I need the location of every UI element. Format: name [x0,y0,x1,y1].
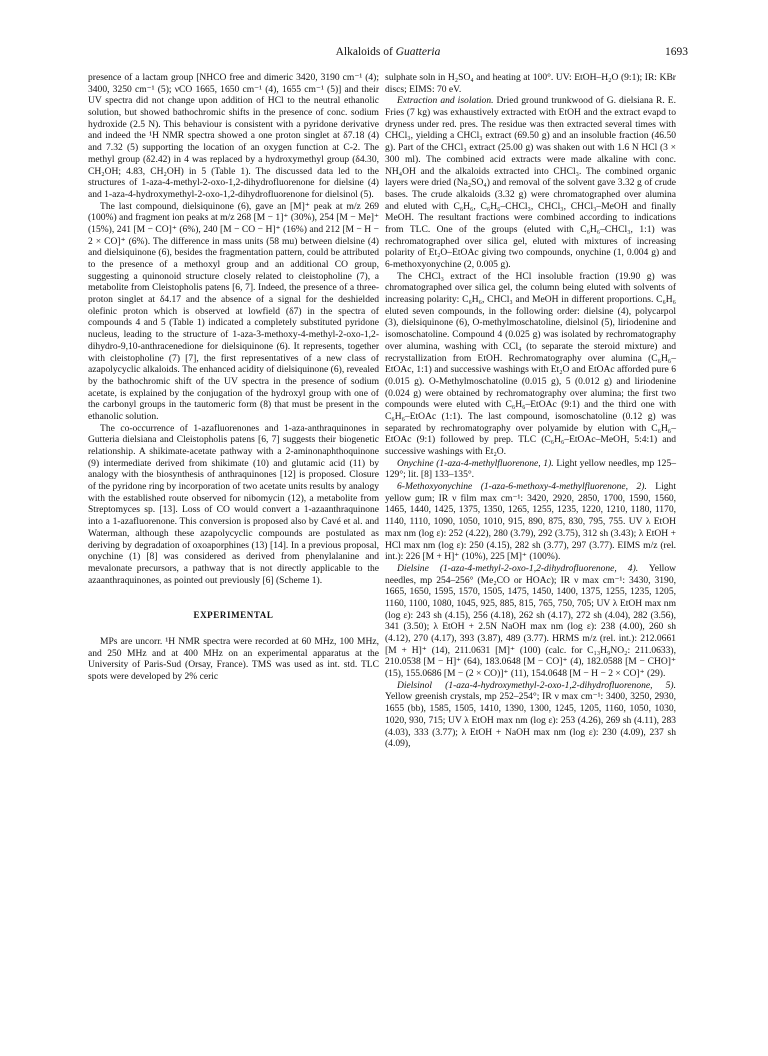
paragraph-dielsinol [385,680,676,750]
running-title-prefix: Alkaloids of [335,46,396,58]
section-heading-experimental: EXPERIMENTAL [193,610,274,621]
paragraph-general-methods: MPs are uncorr. ¹H NMR spectra were recorded at 60 MHz, 100 MHz, and 250 MHz and at 400 MHz on an experimental apparatus at the University of Paris-Sud (Orsay, France). TMS was used as int. std. TLC spots were developed by 2% ceric [88,635,379,682]
paragraph-lactam-spectra: presence of a lactam group [NHCO free and dimeric 3420, 3190 cm⁻¹ (4); 3400, 3250 cm⁻¹ (5); νCO 1665, 1650 cm⁻¹ (4), 1655 cm⁻¹ (5)] and their UV spectra did not change upon addition of HCl to the neutral ethanolic solution, but showed bathochromic shifts in the presence of conc. sodium hydroxide (2.5 N). This behaviour is consistent with a pyridone derivative and indeed the ¹H NMR spectra showed a one proton singlet at δ7.18 (4) and 7.32 (5) supporting the location of an oxygen function at C-2. The methyl group (δ2.42) in 4 was replaced by a hydroxymethyl group (δ4.30, CH₂OH; 4.83, CH₂OH) in 5 (Table 1). The discussed data led to the structures of 1-aza-4-methyl-2-oxo-1,2-dihydrofluorenone for dielsine (4) and 1-aza-4-hydroxymethyl-2-oxo-1,2-dihydrofluorenone for dielsinol (5). [88,72,379,200]
run-in-heading-extraction: Extraction and isolation. [397,95,494,107]
onychine-text: Light yellow needles, mp 125–129°; lit. [8] 133–135°. [385,457,676,481]
paragraph-dielsine [385,563,676,680]
running-title [88,46,688,58]
dielsinol-text: Yellow greenish crystals, mp 252–254°; IR ν max cm⁻¹: 3400, 3250, 2930, 1655 (bb), 1585, 1505, 1410, 1390, 1300, 1245, 1205, 1160, 1050, 1030, 1020, 930, 715; UV λ EtOH max nm (log ε): 253 (4.26), 269 sh (4.11), 283 (4.03), 333 (3.77); λ EtOH + NaOH max nm (log ε): 230 (4.09), 237 sh (4.09), [385,691,676,750]
compound-heading-onychine: Onychine (1-aza-4-methylfluorenone, 1). [397,457,554,469]
extraction-text: Dried ground trunkwood of G. dielsiana R. E. Fries (7 kg) was exhaustively extracted with EtOH and the extract evapd to dryness under red. pres. The residue was then extracted several times with CHCl₃, yielding a CHCl₃ extract (69.50 g) and an insoluble fraction (46.50 g). Part of the CHCl₃ extract (25.00 g) was shaken out with 1.6 N HCl (3 × 300 ml). The combined acid extracts were made alkaline with conc. NH₄OH and the alkaloids extracted into CHCl₃. The combined organic layers were dried (Na₂SO₄) and removal of the solvent gave 3.32 g of crude bases. The crude alkaloids (3.32 g) were chromatographed over alumina and eluted with C₆H₆, C₆H₆–CHCl₃, CHCl₃, CHCl₃–MeOH and finally MeOH. The resultant fractions were combined according to indications from TLC. One of the groups (eluted with C₆H₆–CHCl₃, 1:1) was rechromatographed over silica gel, eluted with mixtures of increasing polarity of Et₂O–EtOAc giving two compounds, onychine (1, 0.004 g) and 6-methoxyonychine (2, 0.005 g). [385,95,676,270]
paragraph-onychine [385,458,676,481]
right-column [385,72,676,750]
paragraph-dielsiquinone: The last compound, dielsiquinone (6), gave an [M]⁺ peak at m/z 269 (100%) and fragment ion peaks at m/z 268 [M − 1]⁺ (30%), 254 [M − Me]⁺ (15%), 241 [M − CO]⁺ (6%), 240 [M − CO − H]⁺ (16%) and 212 [M − H − 2 × CO]⁺ (6%). The difference in mass units (58 mu) between dielsine (4) and dielsiquinone (6), besides the fragmentation pattern, could be attributed to the presence of a methoxyl group and an additional CO group, suggesting a quinonoid structure closely related to cleistopholine (7), a metabolite from Cleistopholis patens [6, 7]. Indeed, the presence of a three-proton singlet at δ4.17 and the absence of a signal for the deshielded olefinic proton which is observed at lowfield (δ7) in the spectra of compounds 4 and 5 (Table 1) indicated a completely substituted pyridone nucleus, leading to the structure of 1-aza-3-methoxy-4-methyl-2-oxo-1,2-dihydro-9,10-anthracenedione for dielsiquinone (6). It represents, together with cleistopholine (7) [7], the first representatives of a new class of azapolycyclic alkaloids. The enhanced acidity of dielsiquinone (6), revealed by the bathochromic shift of the UV spectra in the presence of sodium acetate, is explained by the conjugation of the hydroxyl group with one of the carbonyl groups in the tautomeric form (8) that must be present in the ethanolic solution. [88,200,379,422]
compound-heading-dielsinol: Dielsinol (1-aza-4-hydroxymethyl-2-oxo-1,2-dihydrofluorenone, 5). [397,679,676,691]
left-column [88,72,379,683]
dielsine-text: Yellow needles, mp 254–256° (Me₂CO or HOAc); IR ν max cm⁻¹: 3430, 3190, 1665, 1650, 1595, 1570, 1505, 1475, 1450, 1400, 1375, 1255, 1235, 1205, 1160, 1100, 1080, 1045, 925, 885, 815, 765, 750, 705; UV λ EtOH max nm (log ε): 243 sh (4.15), 256 (4.18), 262 sh (4.17), 272 sh (4.04), 282 (3.56), 341 (3.50); λ EtOH + 2.5N NaOH max nm (log ε): 238 (4.00), 260 sh (4.12), 270 (4.17), 393 (3.87), 489 (3.77). HRMS m/z (rel. int.): 212.0661 [M + H]⁺ (14), 211.0631 [M]⁺ (100) (calc. for C₁₃H₉NO₂: 211.0633), 210.0538 [M − H]⁺ (64), 183.0648 [M − CO]⁺ (4), 182.0588 [M − CHO]⁺ (15), 155.0686 [M − (2 × CO)]⁺ (11), 154.0648 [M − H − 2 × CO]⁺ (29). [385,562,676,680]
methoxyonychine-text: Light yellow gum; IR ν film max cm⁻¹: 3420, 2920, 2850, 1700, 1590, 1560, 1465, 1440, 1425, 1375, 1350, 1265, 1255, 1235, 1220, 1210, 1180, 1170, 1140, 1110, 1090, 1050, 1010, 915, 890, 875, 830, 795, 755. UV λ EtOH max nm (log ε): 252 (4.22), 280 (3.79), 292 (3.75), 312 sh (3.43); λ EtOH + HCl max nm (log ε): 250 (4.15), 282 sh (3.77), 297 (3.77). EIMS m/z (rel. int.): 226 [M + H]⁺ (10%), 225 [M]⁺ (100%). [385,481,676,563]
paragraph-methods-continued: sulphate soln in H₂SO₄ and heating at 100°. UV: EtOH–H₂O (9:1); IR: KBr discs; EIMS: 70 eV. [385,72,676,95]
compound-heading-methoxyonychine: 6-Methoxyonychine (1-aza-6-methoxy-4-methylfluorenone, 2). [397,481,647,493]
page-header [88,46,688,62]
paragraph-methoxyonychine [385,481,676,563]
compound-heading-dielsine: Dielsine (1-aza-4-methyl-2-oxo-1,2-dihydrofluorenone, 4). [397,562,639,574]
paragraph-chcl3-fraction: The CHCl₃ extract of the HCl insoluble fraction (19.90 g) was chromatographed over silica gel, the column being eluted with solvents of increasing polarity: C₆H₆, CHCl₃ and MeOH in different proportions. C₆H₆ eluted seven compounds, in the following order: dielsine (4), polycarpol (3), dielsiquinone (6), O-methylmoschatoline, dielsinol (5), liriodenine and isomoschatoline. Compound 4 (0.025 g) was isolated by rechromatography over alumina, washing with CCl₄ (to separate the steroid mixture) and recrystallization from EtOH. Rechromatography over alumina (C₆H₆–EtOAc, 1:1) and successive washings with Et₂O and EtOAc afforded pure 6 (0.015 g). O-Methylmoschatoline (0.015 g), 5 (0.012 g) and liriodenine (0.024 g) were obtained by rechromatography over alumina; the first two compounds were eluted with C₆H₆–EtOAc (9:1) and the third one with C₆H₆–EtOAc (1:1). The last compound, isomoschatoline (0.12 g) was separated by rechromatography over polyamide by elution with C₆H₆–EtOAc (9:1) followed by prep. TLC (C₆H₆–EtOAc–MeOH, 5:4:1) and successive washings with Et₂O. [385,270,676,457]
page-number: 1693 [665,46,688,58]
running-title-genus: Guatteria [395,46,441,58]
paragraph-biogenesis: The co-occurrence of 1-azafluorenones and 1-aza-anthraquinones in Gutteria dielsiana and Cleistopholis patens [6, 7] suggests their biogenetic relationship. A shikimate-acetate pathway with a 2-aminonaphthoquinone (9) intermediate derived from shikimate (10) and glutamic acid (11) by analogy with the biosynthesis of anthraquinones [12] is proposed. Closure of the pyridone ring by incorporation of two acetate units results by analogy with the established route observed for nibomycin (12), a metabolite from Streptomyces sp. [13]. Loss of CO would convert a 1-azaanthraquinone into a 1-azafluorenone. This conversion is proposed also by Cavé et al. and Waterman, although these azapolycyclic compounds are postulated as deriving by degradation of oxoaporphines (13) [14]. In a previous proposal, onychine (1) [8] was considered as derived from phenylalanine and mevalonate precursors, a pathway that is not directly applicable to the azaanthraquinones, as pointed out previously [6] (Scheme 1). [88,422,379,586]
paragraph-extraction [385,95,676,270]
